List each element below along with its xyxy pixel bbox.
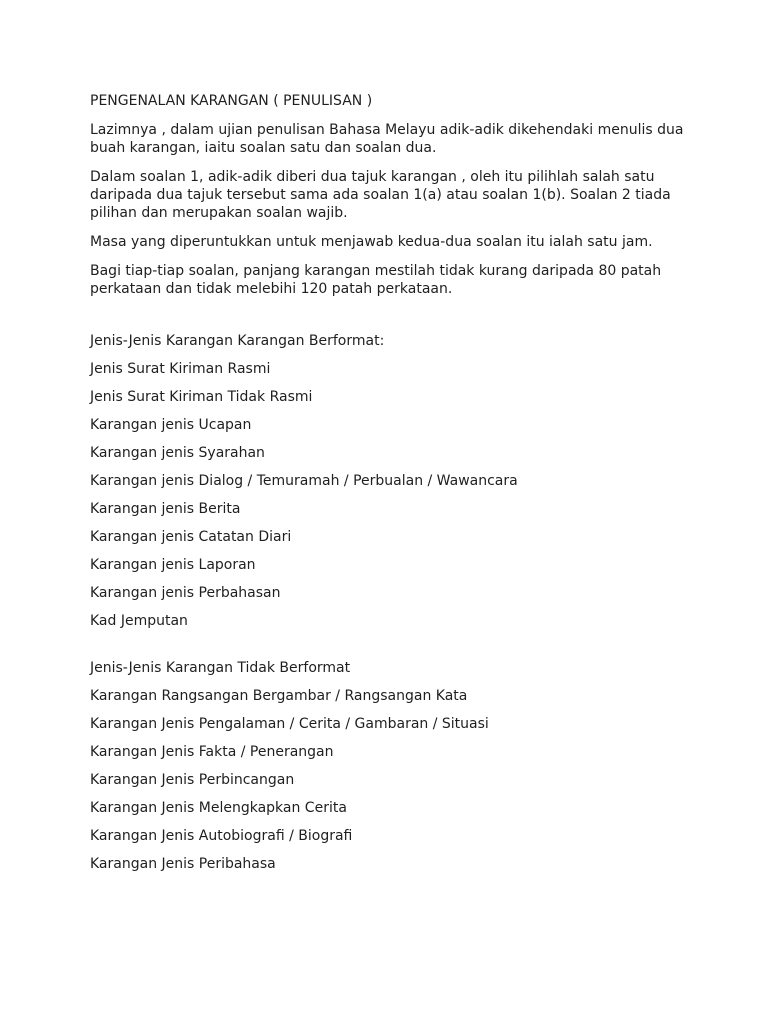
list-item: Karangan Rangsangan Bergambar / Rangsangan Kata xyxy=(90,688,468,704)
list-item: Karangan jenis Dialog / Temuramah / Perbualan / Wawancara xyxy=(90,473,518,489)
list-item: Karangan jenis Ucapan xyxy=(90,417,252,433)
unformatted-list xyxy=(90,687,708,873)
list-item: Karangan jenis Syarahan xyxy=(90,445,265,461)
formatted-section-heading: Jenis-Jenis Karangan Karangan Berformat: xyxy=(90,333,385,349)
list-item: Jenis Surat Kiriman Rasmi xyxy=(90,361,271,377)
list-item: Karangan jenis Berita xyxy=(90,501,241,517)
list-item: Karangan Jenis Peribahasa xyxy=(90,856,276,872)
unformatted-section-heading: Jenis-Jenis Karangan Tidak Berformat xyxy=(90,660,351,676)
list-item: Karangan jenis Catatan Diari xyxy=(90,529,292,545)
list-item: Jenis Surat Kiriman Tidak Rasmi xyxy=(90,389,313,405)
paragraph-length: Bagi tiap-tiap soalan, panjang karangan mestilah tidak kurang daripada 80 patah perkataan dan tidak melebihi 120 patah perkataan. xyxy=(90,263,662,297)
list-item: Karangan Jenis Melengkapkan Cerita xyxy=(90,800,347,816)
list-item: Karangan Jenis Fakta / Penerangan xyxy=(90,744,334,760)
list-item: Karangan jenis Perbahasan xyxy=(90,585,281,601)
list-item: Karangan Jenis Perbincangan xyxy=(90,772,295,788)
section-spacer xyxy=(90,309,708,332)
list-item: Karangan Jenis Pengalaman / Cerita / Gambaran / Situasi xyxy=(90,716,489,732)
paragraph-intro: Lazimnya , dalam ujian penulisan Bahasa Melayu adik-adik dikehendaki menulis dua buah karangan, iaitu soalan satu dan soalan dua. xyxy=(90,122,684,156)
list-item: Karangan jenis Laporan xyxy=(90,557,256,573)
list-item: Karangan Jenis Autobiografi / Biografi xyxy=(90,828,353,844)
section-spacer xyxy=(90,640,708,659)
paragraph-soalan-1: Dalam soalan 1, adik-adik diberi dua tajuk karangan , oleh itu pilihlah salah satu daripada dua tajuk tersebut sama ada soalan 1(a) atau soalan 1(b). Soalan 2 tiada pilihan dan merupakan soalan wajib. xyxy=(90,169,671,221)
formatted-list xyxy=(90,360,708,630)
paragraph-time: Masa yang diperuntukkan untuk menjawab kedua-dua soalan itu ialah satu jam. xyxy=(90,234,653,250)
list-item: Kad Jemputan xyxy=(90,613,188,629)
document-title: PENGENALAN KARANGAN ( PENULISAN ) xyxy=(90,93,373,109)
